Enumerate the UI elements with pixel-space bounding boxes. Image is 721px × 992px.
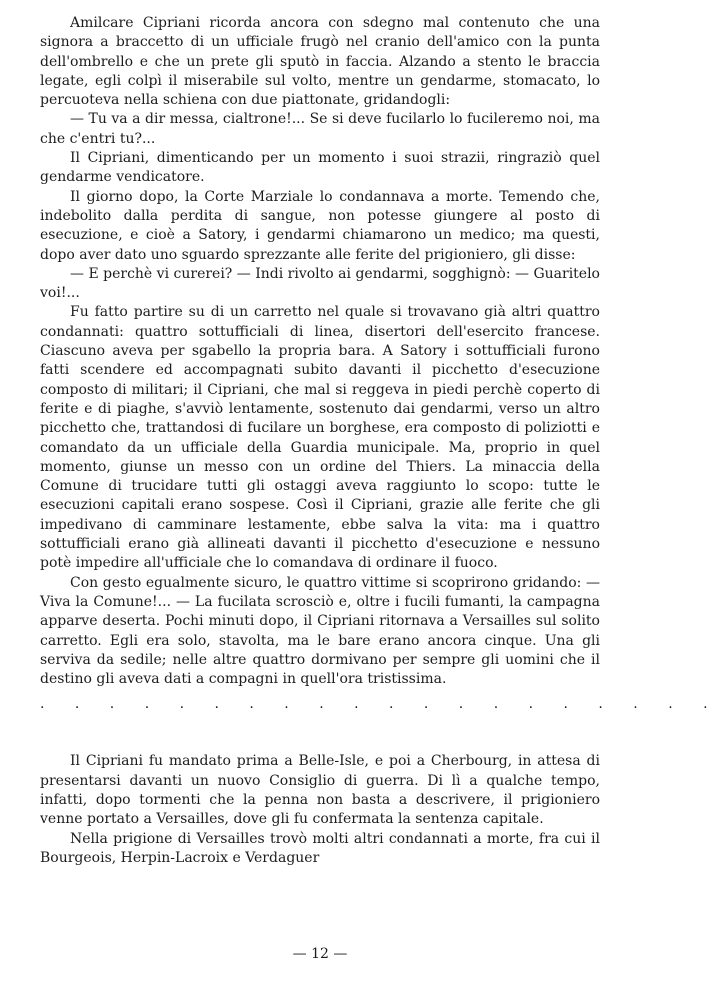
paragraph: — Tu va a dir messa, cialtrone!... Se si deve fucilarlo lo fucileremo noi, ma che c'entri tu?... xyxy=(40,111,600,147)
paragraph: Il Cipriani, dimenticando per un momento i suoi strazii, ringraziò quel gendarme vendicatore. xyxy=(40,150,600,186)
paragraph: Con gesto egualmente sicuro, le quattro vittime si scoprirono gridando: — Viva la Comune!... — La fucilata scrosciò e, oltre i fucili fumanti, la campagna apparve deserta. Pochi minuti dopo, il Cipriani ritornava a Versailles sul solito carretto. Egli era solo, stavolta, ma le bare erano ancora cinque. Una gli serviva da sedile; nelle altre quattro dormivano per sempre gli uomini che il destino gli aveva dati a compagni in quell'ora tristissima. xyxy=(40,574,600,688)
section-separator: . . . . . . . . . . . . . . . . . . . . xyxy=(40,696,721,713)
paragraph: Nella prigione di Versailles trovò molti altri condannati a morte, fra cui il Bourgeois, Herpin-Lacroix e Verdaguer xyxy=(40,830,600,866)
paragraph: Amilcare Cipriani ricorda ancora con sdegno mal contenuto che una signora a braccetto di un ufficiale frugò nel cranio dell'amico con la punta dell'ombrello e che un prete gli sputò in faccia. Alzando a stento le braccia legate, egli colpì il miserabile sul volto, mentre un gendarme, stomacato, lo percuoteva nella schiena con due piattonate, gridandogli: xyxy=(40,15,600,109)
paragraph: Il Cipriani fu mandato prima a Belle-Isle, e poi a Cherbourg, in attesa di presentarsi davanti un nuovo Consiglio di guerra. Di lì a qualche tempo, infatti, dopo tormenti che la penna non basta a descrivere, il prigioniero venne portato a Versailles, dove gli fu confermata la sentenza capitale. xyxy=(40,753,600,828)
page-number: — 12 — xyxy=(292,946,348,962)
paragraph: Fu fatto partire su di un carretto nel quale si trovavano già altri quattro condannati: quattro sottufficiali di linea, disertori dell'esercito francese. Ciascuno aveva per sgabello la propria bara. A Satory i sottufficiali furono fatti scendere ed accompagnati subito davanti il picchetto d'esecuzione composto di militari; il Cipriani, che mal si reggeva in piedi perchè coperto di ferite e di piaghe, s'avviò lentamente, sostenuto dai gendarmi, verso un altro picchetto che, trattandosi di fucilare un borghese, era composto di poliziotti e comandato da un ufficiale della Guardia municipale. Ma, proprio in quel momento, giunse un messo con un ordine del Thiers. La minaccia della Comune di trucidare tutti gli ostaggi aveva raggiunto lo scopo: tutte le esecuzioni capitali erano sospese. Così il Cipriani, grazie alle ferite che gli impedivano di camminare lestamente, ebbe salva la vita: ma i quattro sottufficiali erano già allineati davanti il picchetto d'esecuzione e nessuno potè impedire all'ufficiale che lo comandava di ordinare il fuoco. xyxy=(40,304,600,572)
section-gap xyxy=(40,714,600,752)
paragraph: Il giorno dopo, la Corte Marziale lo condannava a morte. Temendo che, indebolito dalla perdita di sangue, non potesse giungere al posto di esecuzione, e cioè a Satory, i gendarmi chiamarono un medico; ma questi, dopo aver dato uno sguardo sprezzante alle ferite del prigioniero, gli disse: xyxy=(40,188,600,263)
paragraph: — E perchè vi curerei? — Indi rivolto ai gendarmi, sogghignò: — Guaritelo voi!... xyxy=(40,265,600,302)
book-page xyxy=(40,14,721,868)
